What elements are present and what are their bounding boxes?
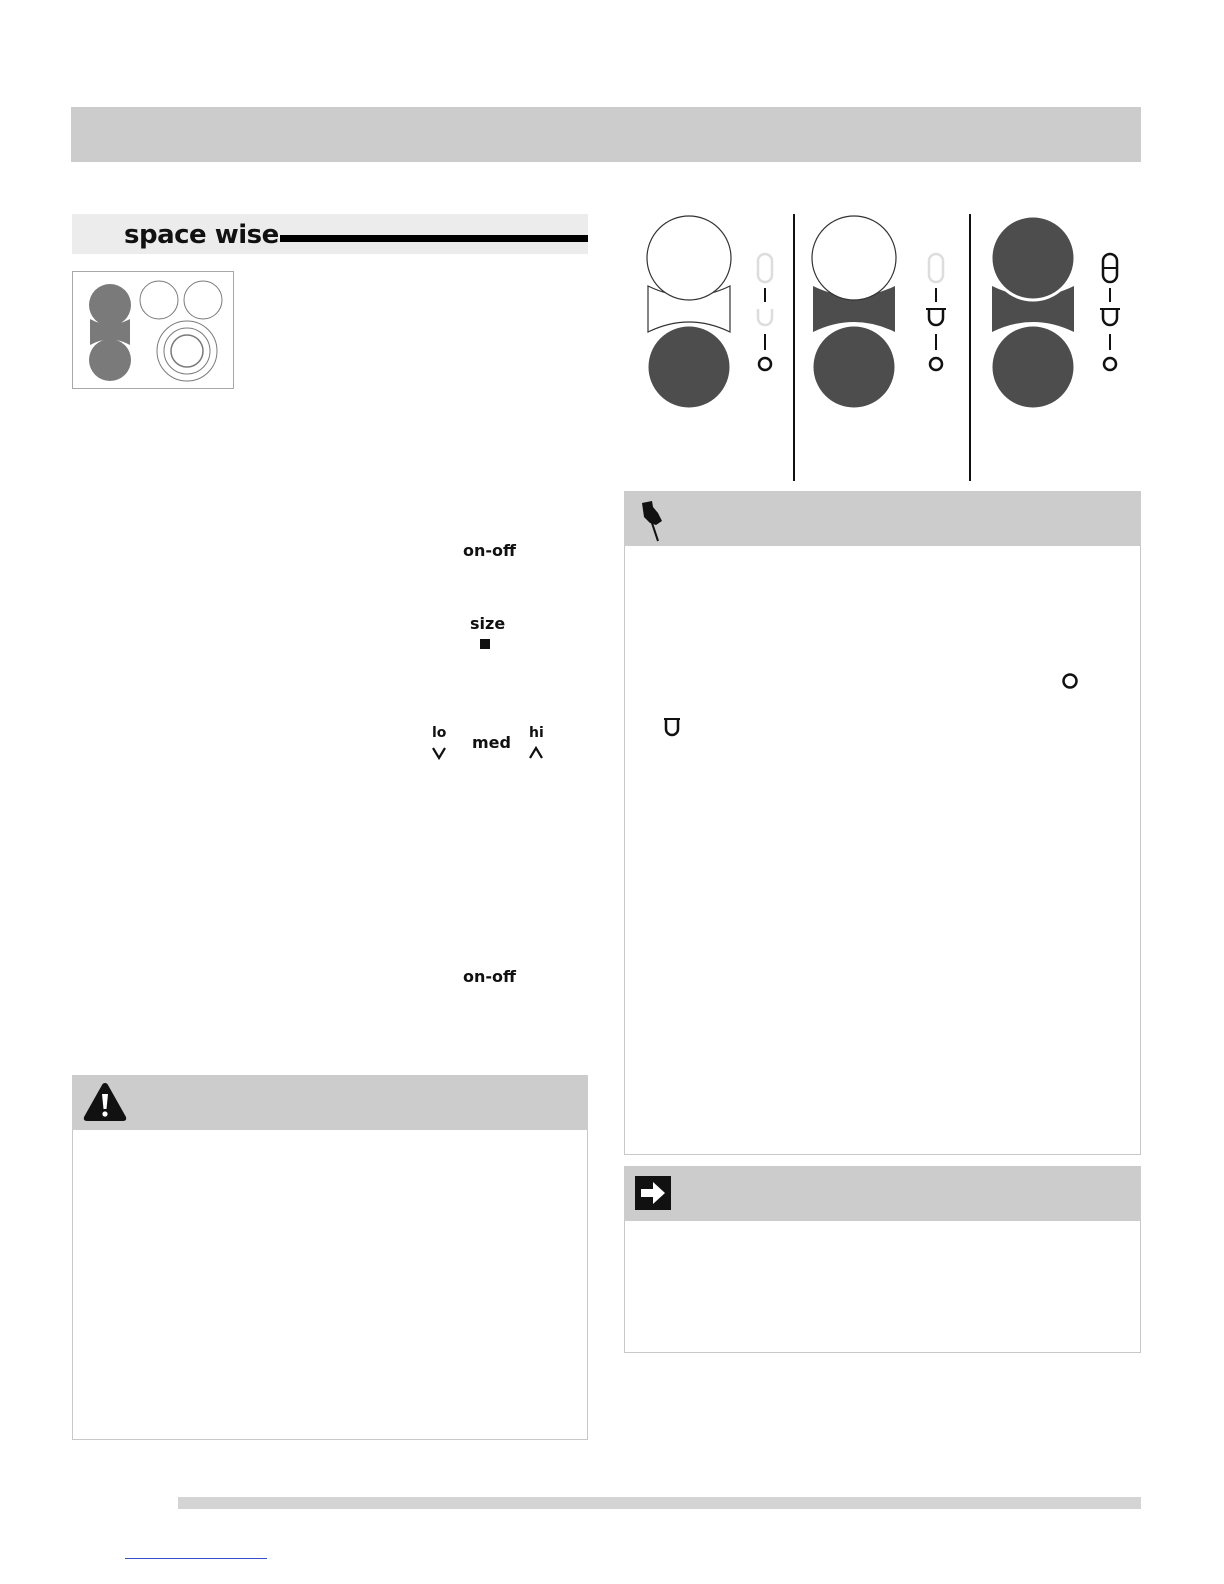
footer-link-underline[interactable] [125, 1558, 267, 1559]
warning-box-header [72, 1075, 588, 1130]
lo-pad-label[interactable]: lo [432, 725, 447, 741]
size-pad-label[interactable]: size [470, 614, 506, 633]
tip-box-header [624, 1166, 1141, 1221]
cooktop-layout-svg [73, 272, 233, 388]
on-off-pad-label[interactable]: on-off [463, 541, 516, 560]
note-box-header [624, 491, 1141, 546]
panel-single-element [647, 216, 772, 409]
panel3-element-bottom [991, 325, 1075, 409]
bridge-element-top [89, 284, 131, 326]
panel-all-elements [991, 216, 1120, 409]
panel-bridge-element [812, 216, 946, 409]
chevron-down-icon [431, 745, 447, 764]
panel1-element-top [647, 216, 731, 300]
element-front-right-inner [171, 335, 203, 367]
section-title: space wise [124, 220, 279, 250]
panel1-element-bottom [647, 325, 731, 409]
chevron-up-icon [528, 745, 544, 764]
size-square-icon [480, 639, 490, 649]
panel2-indicator-icon [926, 254, 946, 370]
on-off-pad-label-2[interactable]: on-off [463, 967, 516, 986]
panel1-indicator-icon [758, 254, 772, 370]
bridge-element-bottom [89, 339, 131, 381]
element-off-indicator-icon [1061, 672, 1079, 694]
warning-triangle-icon [82, 1081, 128, 1127]
cooktop-layout-diagram [72, 271, 234, 389]
panel3-element-top [991, 216, 1075, 300]
page-header-band [71, 107, 1141, 162]
note-box [624, 491, 1141, 1155]
panel2-element-top [812, 216, 896, 300]
bridge-element-diagrams [624, 214, 1141, 486]
section-title-rule [280, 235, 588, 242]
pushpin-icon [636, 499, 668, 547]
element-rear-center [140, 281, 178, 319]
arrow-right-icon [635, 1176, 671, 1214]
bridge-indicator-icon [662, 715, 682, 745]
med-pad-label[interactable]: med [472, 733, 511, 752]
hi-pad-label[interactable]: hi [529, 725, 544, 741]
panel3-indicator-icon [1100, 254, 1120, 370]
element-rear-right [184, 281, 222, 319]
panel2-element-bottom [812, 325, 896, 409]
bridge-diagrams-svg [624, 214, 1141, 482]
page-footer-band [178, 1497, 1141, 1509]
